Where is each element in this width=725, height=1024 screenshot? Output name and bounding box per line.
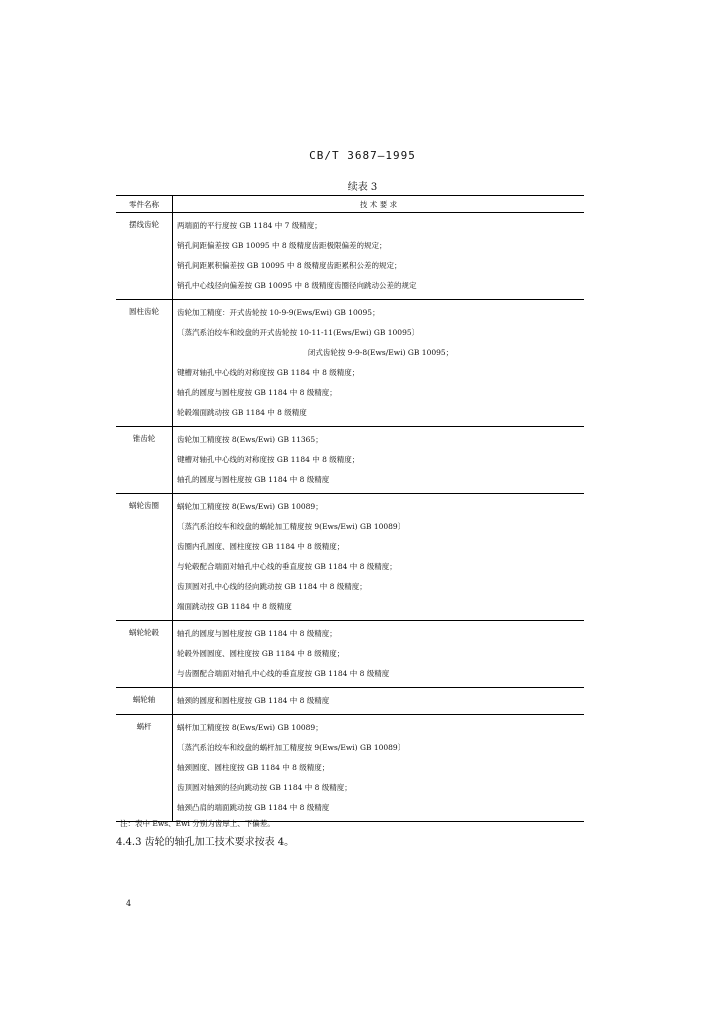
requirement-line: 轮毂外圆圆度、圆柱度按 GB 1184 中 8 级精度； [177,649,345,658]
table-caption: 续表 3 [347,182,378,193]
requirement-line: 轮毂端面跳动按 GB 1184 中 8 级精度 [177,408,307,417]
table-body [116,213,584,822]
requirement-line: 轴颈圆度、圆柱度按 GB 1184 中 8 级精度； [177,763,330,772]
requirement-line: 齿轮加工精度：开式齿轮按 10-9-9(Ews/Ewi) GB 10095； [177,308,380,317]
requirement-line: 〔蒸汽系泊绞车和绞盘的蜗杆加工精度按 9(Ews/Ewi) GB 10089〕 [177,743,406,752]
requirement-line: 端面跳动按 GB 1184 中 8 级精度 [177,602,292,611]
table-row [116,213,584,300]
requirements-cell [173,621,585,688]
part-name-cell: 蜗杆 [116,715,173,822]
page-number: 4 [126,899,132,908]
requirement-line: 齿顶圆对轴颈的径向跳动按 GB 1184 中 8 级精度； [177,783,352,792]
requirement-line: 与齿圈配合端面对轴孔中心线的垂直度按 GB 1184 中 8 级精度 [177,669,390,678]
requirement-line: 齿轮加工精度按 8(Ews/Ewi) GB 11365； [177,435,323,444]
table-row [116,688,584,715]
requirement-line: 轴颈的圆度和圆柱度按 GB 1184 中 8 级精度 [177,696,330,705]
part-name-cell: 摆线齿轮 [116,213,173,300]
page-header: CB/T 3687—1995 [309,149,416,162]
requirement-line: 〔蒸汽系泊绞车和绞盘的开式齿轮按 10-11-11(Ews/Ewi) GB 10095〕 [177,328,420,337]
part-name-cell: 蜗轮齿圈 [116,494,173,621]
section-paragraph: 4.4.3 齿轮的轴孔加工技术要求按表 4。 [116,837,295,848]
table-row [116,621,584,688]
requirement-line: 齿圈内孔圆度、圆柱度按 GB 1184 中 8 级精度； [177,542,345,551]
table-header-row [116,196,584,213]
requirements-cell [173,427,585,494]
part-name-cell: 锥齿轮 [116,427,173,494]
requirement-line: 轴孔的圆度与圆柱度按 GB 1184 中 8 级精度 [177,475,330,484]
part-name-cell: 蜗轮轴 [116,688,173,715]
requirement-line: 蜗轮加工精度按 8(Ews/Ewi) GB 10089； [177,502,323,511]
requirement-line: 闭式齿轮按 9-9-8(Ews/Ewi) GB 10095； [307,348,454,357]
requirement-line: 销孔间距累积偏差按 GB 10095 中 8 级精度齿距累积公差的规定； [177,261,402,270]
requirements-table [116,195,584,822]
requirement-line: 轴孔的圆度与圆柱度按 GB 1184 中 8 级精度； [177,388,337,397]
column-header-part-name: 零件名称 [116,196,173,213]
requirements-cell [173,300,585,427]
requirement-line: 齿顶圆对孔中心线的径向跳动按 GB 1184 中 8 级精度； [177,582,367,591]
table-row [116,300,584,427]
requirement-line: 与轮毂配合端面对轴孔中心线的垂直度按 GB 1184 中 8 级精度； [177,562,397,571]
table-row [116,715,584,822]
table-row [116,427,584,494]
requirements-cell [173,213,585,300]
requirement-line: 键槽对轴孔中心线的对称度按 GB 1184 中 8 级精度； [177,455,360,464]
requirement-line: 两端面的平行度按 GB 1184 中 7 级精度； [177,221,322,230]
table-row [116,494,584,621]
requirement-line: 〔蒸汽系泊绞车和绞盘的蜗轮加工精度按 9(Ews/Ewi) GB 10089〕 [177,522,406,531]
requirement-line: 轴孔的圆度与圆柱度按 GB 1184 中 8 级精度； [177,629,337,638]
part-name-cell: 圆柱齿轮 [116,300,173,427]
table-note: 注：表中 Ews、Ewi 分别为齿厚上、下偏差。 [120,819,275,828]
requirement-line: 销孔中心线径向偏差按 GB 10095 中 8 级精度齿圈径向跳动公差的规定 [177,281,417,290]
column-header-requirements: 技 术 要 求 [173,196,585,213]
requirement-line: 销孔间距偏差按 GB 10095 中 8 级精度齿距极限偏差的规定； [177,241,387,250]
requirements-cell [173,688,585,715]
requirements-cell [173,494,585,621]
requirement-line: 蜗杆加工精度按 8(Ews/Ewi) GB 10089； [177,723,323,732]
part-name-cell: 蜗轮轮毂 [116,621,173,688]
requirement-line: 键槽对轴孔中心线的对称度按 GB 1184 中 8 级精度； [177,368,360,377]
requirement-line: 轴颈凸肩的端面跳动按 GB 1184 中 8 级精度 [177,803,330,812]
requirements-cell [173,715,585,822]
